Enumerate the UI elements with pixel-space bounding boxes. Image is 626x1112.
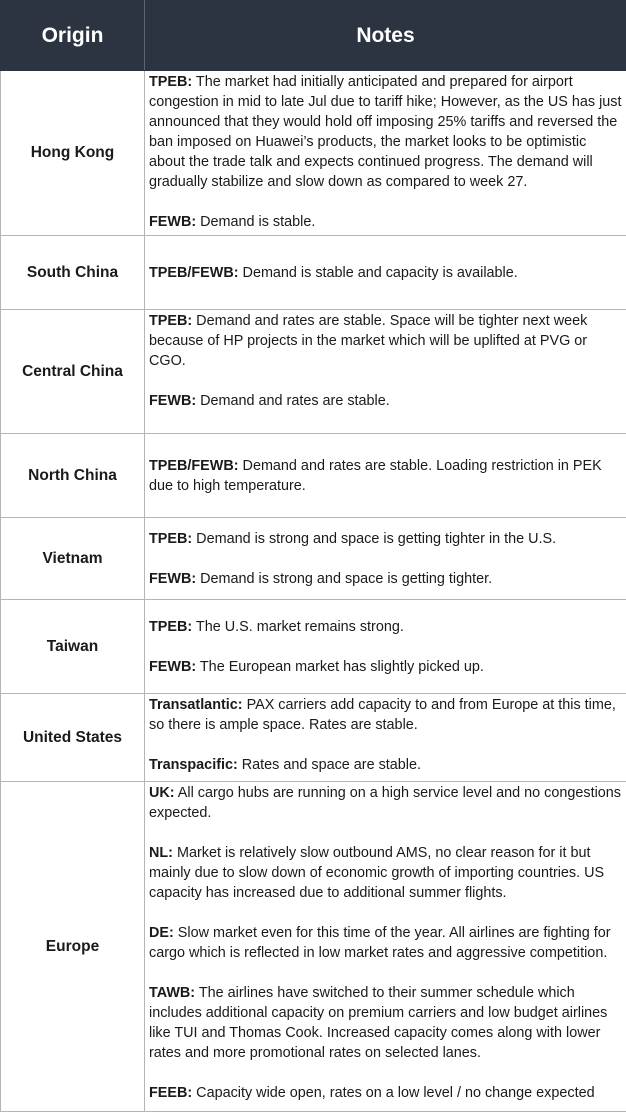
- notes-cell: [145, 236, 626, 310]
- note: [149, 263, 624, 283]
- origin-cell: Hong Kong: [1, 71, 145, 236]
- note: [149, 923, 624, 963]
- note-text: The market had initially anticipated and prepared for airport congestion in mid to late Jul due to tariff hike; However, as the US has just announced that they would hold off imposing 25% tariffs and reversed the ban imposed on Huawei’s products, the market looks to be optimistic about the trade talk and expects continued progress. The demand will gradually stabilize and slow down as compared to week 27.: [149, 74, 621, 190]
- note-label: Transatlantic:: [149, 697, 243, 713]
- note: [149, 391, 624, 411]
- note-text: The airlines have switched to their summer schedule which includes additional capacity on premium carriers and low budget airlines like TUI and Thomas Cook. Increased capacity comes along with lower rates and more promotional rates on selected lanes.: [149, 985, 607, 1061]
- origin-cell: South China: [1, 236, 145, 310]
- note-text: Rates and space are stable.: [238, 757, 421, 773]
- note-label: TPEB:: [149, 619, 192, 635]
- notes-column-header: Notes: [145, 1, 626, 71]
- note-label: NL:: [149, 845, 173, 861]
- note-text: Capacity wide open, rates on a low level / no change expected: [192, 1085, 594, 1101]
- note-text: Demand and rates are stable. Space will be tighter next week because of HP projects in the market which will be uplifted at PVG or CGO.: [149, 313, 587, 369]
- note: [149, 983, 624, 1063]
- table-row-united-states: [1, 694, 626, 782]
- table-row-south-china: [1, 236, 626, 310]
- note: [149, 617, 624, 637]
- note: [149, 311, 624, 371]
- note-label: FEWB:: [149, 214, 196, 230]
- note-label: TPEB:: [149, 531, 192, 547]
- note-label: Transpacific:: [149, 757, 238, 773]
- origin-cell: Vietnam: [1, 518, 145, 600]
- origin-cell: Central China: [1, 310, 145, 434]
- note: [149, 212, 624, 232]
- origin-cell: Taiwan: [1, 600, 145, 694]
- note-text: Demand and rates are stable.: [196, 393, 390, 409]
- table-row-taiwan: [1, 600, 626, 694]
- header-row: [1, 1, 626, 71]
- note-text: The European market has slightly picked up.: [196, 659, 484, 675]
- note-label: TPEB/FEWB:: [149, 265, 239, 281]
- table-row-central-china: [1, 310, 626, 434]
- note: [149, 843, 624, 903]
- note: [149, 695, 624, 735]
- notes-cell: [145, 782, 626, 1112]
- note-text: Demand is strong and space is getting tighter.: [196, 571, 492, 587]
- table-row-vietnam: [1, 518, 626, 600]
- note-text: Slow market even for this time of the year. All airlines are fighting for cargo which is reflected in low market rates and aggressive competition.: [149, 925, 611, 961]
- notes-cell: [145, 71, 626, 236]
- table-row-hong-kong: [1, 71, 626, 236]
- notes-cell: [145, 600, 626, 694]
- note-text: Demand is stable.: [196, 214, 315, 230]
- note-label: TPEB:: [149, 74, 192, 90]
- note: [149, 657, 624, 677]
- origin-cell: Europe: [1, 782, 145, 1112]
- note-label: TPEB/FEWB:: [149, 458, 239, 474]
- note-text: The U.S. market remains strong.: [192, 619, 404, 635]
- note-text: Demand is strong and space is getting tighter in the U.S.: [192, 531, 556, 547]
- table-row-europe: [1, 782, 626, 1112]
- note-text: PAX carriers add capacity to and from Europe at this time, so there is ample space. Rates are stable.: [149, 697, 616, 733]
- note-label: FEWB:: [149, 659, 196, 675]
- origin-column-header: Origin: [1, 1, 145, 71]
- note-text: Market is relatively slow outbound AMS, no clear reason for it but mainly due to slow down of economic growth of importing countries. US capacity has increased due to additional summer flights.: [149, 845, 604, 901]
- note: [149, 529, 624, 549]
- table-row-north-china: [1, 434, 626, 518]
- origin-cell: North China: [1, 434, 145, 518]
- note: [149, 755, 624, 775]
- note: [149, 569, 624, 589]
- note-label: FEWB:: [149, 393, 196, 409]
- notes-cell: [145, 310, 626, 434]
- note-label: UK:: [149, 785, 175, 801]
- note-label: TPEB:: [149, 313, 192, 329]
- notes-cell: [145, 434, 626, 518]
- note-label: TAWB:: [149, 985, 195, 1001]
- notes-cell: [145, 694, 626, 782]
- notes-cell: [145, 518, 626, 600]
- note-label: FEEB:: [149, 1085, 192, 1101]
- note: [149, 1083, 624, 1103]
- note: [149, 456, 624, 496]
- note-label: DE:: [149, 925, 174, 941]
- note: [149, 72, 624, 192]
- note-text: Demand and rates are stable. Loading restriction in PEK due to high temperature.: [149, 458, 602, 494]
- origin-cell: United States: [1, 694, 145, 782]
- note-text: Demand is stable and capacity is available.: [239, 265, 518, 281]
- note-label: FEWB:: [149, 571, 196, 587]
- note: [149, 783, 624, 823]
- note-text: All cargo hubs are running on a high service level and no congestions expected.: [149, 785, 621, 821]
